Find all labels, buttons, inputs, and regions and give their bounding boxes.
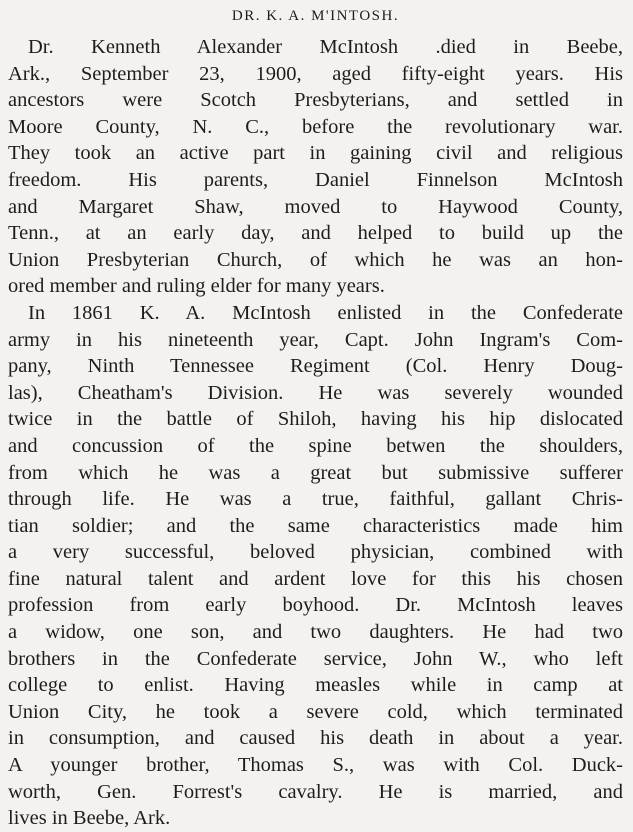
text-line: from which he was a great but submissive sufferer [8,461,623,484]
article-heading: DR. K. A. M'INTOSH. [231,8,400,24]
text-line: through life. He was a true, faithful, gallant Chris- [8,488,623,511]
paragraph-2 [8,300,623,832]
text-line: a widow, one son, and two daughters. He had two [8,621,623,644]
text-line: lives in Beebe, Ark. [8,807,171,830]
text-line: Moore County, N. C., before the revolutionary war. [8,115,623,138]
text-line: freedom. His parents, Daniel Finnelson McIntosh [8,168,623,191]
text-line: worth, Gen. Forrest's cavalry. He is married, and [8,780,623,803]
text-line: Union Presbyterian Church, of which he was an hon- [8,248,623,271]
text-line: pany, Ninth Tennessee Regiment (Col. Henry Doug- [8,355,623,378]
paragraph-1 [8,34,623,300]
text-line: army in his nineteenth year, Capt. John Ingram's Com- [8,328,623,351]
text-line: and concussion of the spine betwen the shoulders, [8,434,623,457]
text-line: in consumption, and caused his death in about a year. [8,727,623,750]
text-line: las), Cheatham's Division. He was severely wounded [8,381,623,404]
text-line: Union City, he took a severe cold, which terminated [8,700,623,723]
text-line: ancestors were Scotch Presbyterians, and settled in [8,89,623,112]
text-line: They took an active part in gaining civil and religious [8,142,623,165]
text-line: A younger brother, Thomas S., was with Col. Duck- [8,754,623,777]
text-line: Dr. Kenneth Alexander McIntosh .died in Beebe, [28,36,623,58]
text-line: brothers in the Confederate service, John W., who left [8,647,623,670]
text-line: a very successful, beloved physician, combined with [8,541,623,564]
text-line: Tenn., at an early day, and helped to build up the [8,222,623,245]
text-line: college to enlist. Having measles while in camp at [8,674,623,697]
text-line: tian soldier; and the same characteristics made him [8,514,623,537]
text-line: profession from early boyhood. Dr. McIntosh leaves [8,594,623,617]
article-body [8,34,623,832]
text-line: ored member and ruling elder for many years. [8,275,385,298]
text-line: fine natural talent and ardent love for this his chosen [8,567,623,590]
text-line: In 1861 K. A. McIntosh enlisted in the Confederate [28,301,623,324]
text-line: twice in the battle of Shiloh, having his hip dislocated [8,408,623,431]
text-line: Ark., September 23, 1900, aged fifty-eight years. His [8,62,623,85]
text-line: and Margaret Shaw, moved to Haywood County, [8,195,623,218]
